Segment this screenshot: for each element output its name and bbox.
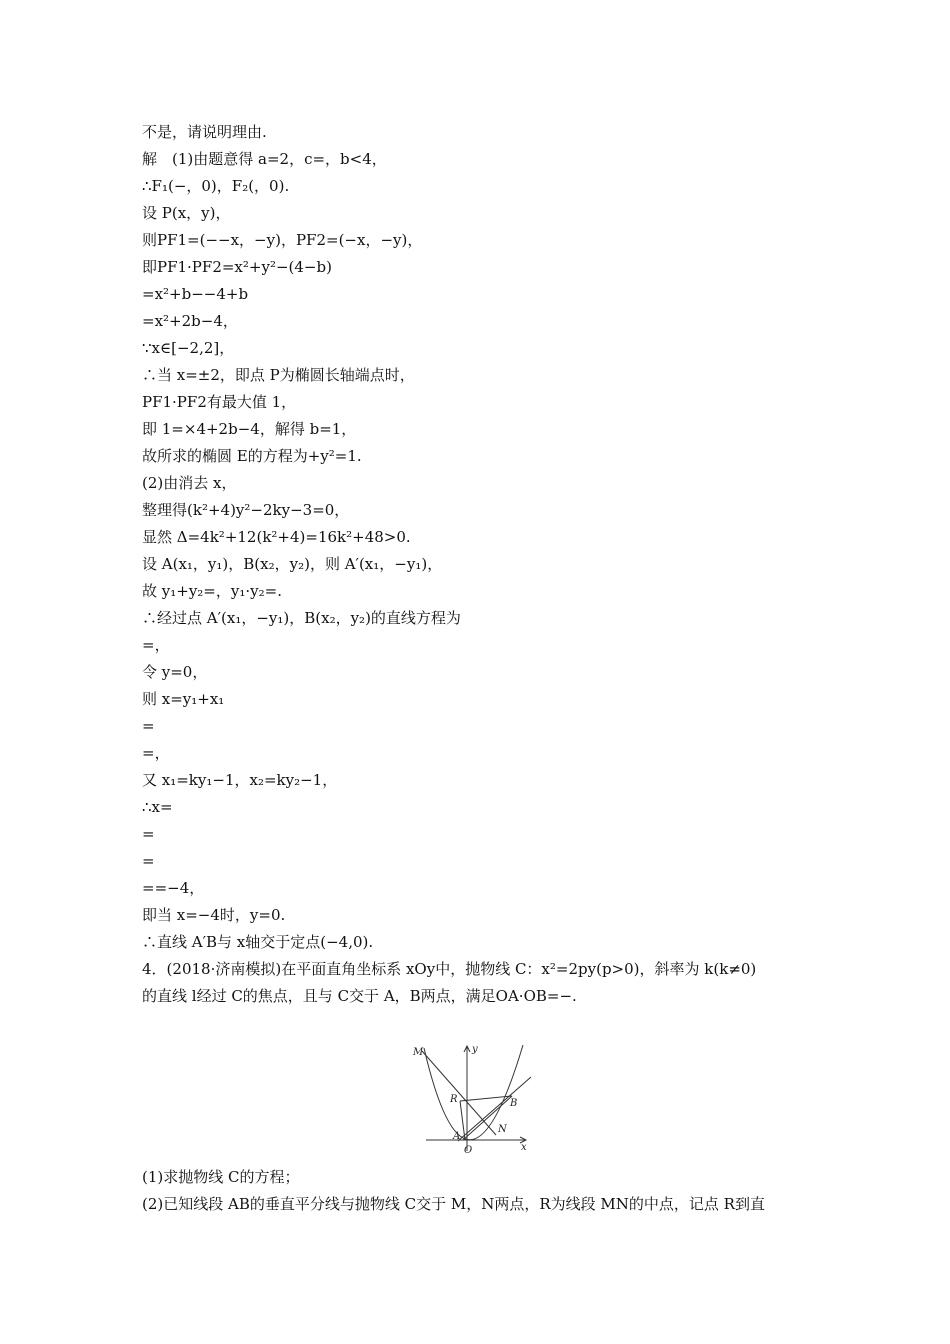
text-line: ∴当 x=±2，即点 P为椭圆长轴端点时， (142, 366, 415, 384)
text-line: =x²+2b−4， (142, 312, 238, 330)
text-line: 设 A(x₁，y₁)，B(x₂，y₂)，则 A′(x₁，−y₁)， (142, 555, 443, 573)
text-line: =， (142, 744, 170, 762)
text-line: 即当 x=−4时，y=0. (142, 906, 286, 924)
label-r: R (450, 1094, 458, 1105)
text-line: 则PF1=(−−x，−y)，PF2=(−x，−y)， (142, 231, 423, 249)
text-line: ∴x= (142, 798, 173, 816)
text-line: = (142, 825, 155, 843)
text-line: 解 (1)由题意得 a=2，c=，b<4， (142, 150, 387, 168)
text-line: (1)求抛物线 C的方程； (142, 1168, 300, 1186)
text-line: ∴直线 A′B与 x轴交于定点(−4,0). (142, 933, 374, 951)
label-m: M (413, 1047, 424, 1058)
text-line: 整理得(k²+4)y²−2ky−3=0， (142, 501, 350, 519)
text-line: 又 x₁=ky₁−1，x₂=ky₂−1， (142, 771, 338, 789)
text-line: = (142, 852, 155, 870)
label-b: B (510, 1098, 518, 1109)
line-mn (422, 1051, 496, 1135)
parabola-diagram (408, 1043, 536, 1157)
parabola-figure (408, 1043, 536, 1157)
text-line: 则 x=y₁+x₁ (142, 690, 225, 708)
text-line: 的直线 l经过 C的焦点，且与 C交于 A，B两点，满足OA·OB=−. (142, 987, 577, 1005)
text-line: (2)已知线段 AB的垂直平分线与抛物线 C交于 M，N两点，R为线段 MN的中点，记点 R到直 (142, 1195, 765, 1213)
text-line: (2)由消去 x， (142, 474, 237, 492)
line-ab (458, 1077, 531, 1141)
text-line: 不是，请说明理由. (142, 123, 267, 141)
text-line: 即 1=×4+2b−4，解得 b=1， (142, 420, 357, 438)
label-n: N (498, 1124, 507, 1135)
text-line: 故所求的椭圆 E的方程为+y²=1. (142, 447, 362, 465)
text-line: ==−4， (142, 879, 205, 897)
text-line: 设 P(x，y)， (142, 204, 231, 222)
parabola-curve (424, 1045, 523, 1140)
text-line: 即PF1·PF2=x²+y²−(4−b) (142, 258, 332, 276)
text-line: PF1·PF2有最大值 1， (142, 393, 297, 411)
text-line: =x²+b−−4+b (142, 285, 249, 303)
text-line: ∴经过点 A′(x₁，−y₁)，B(x₂，y₂)的直线方程为 (142, 609, 461, 627)
text-line: ∵x∈[−2,2]， (142, 339, 235, 357)
text-line: 显然 Δ=4k²+12(k²+4)=16k²+48>0. (142, 528, 411, 546)
text-line: = (142, 717, 155, 735)
label-y: y (472, 1044, 478, 1055)
line-r-to-ab (460, 1101, 465, 1140)
text-line: ∴F₁(−，0)，F₂(，0). (142, 177, 290, 195)
text-line: =， (142, 636, 170, 654)
text-line: 故 y₁+y₂=，y₁·y₂=. (142, 582, 282, 600)
text-line: 4．(2018·济南模拟)在平面直角坐标系 xOy中，抛物线 C：x²=2py(p>0)，斜率为 k(k≠0) (142, 960, 757, 978)
label-x: x (521, 1142, 527, 1153)
text-line: 令 y=0， (142, 663, 208, 681)
label-o: O (464, 1145, 473, 1156)
label-a: A (453, 1131, 461, 1142)
